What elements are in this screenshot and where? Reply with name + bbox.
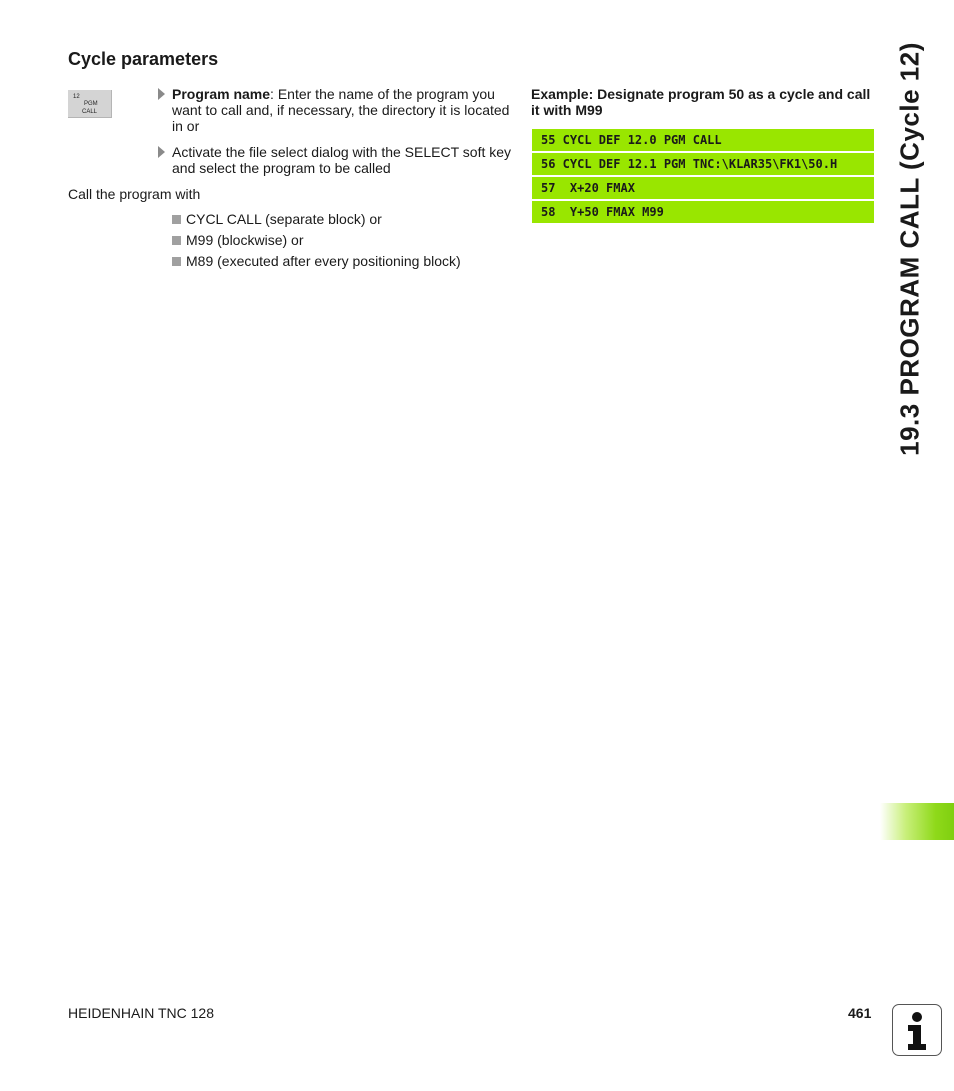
softkey-line-3: CALL bbox=[82, 109, 98, 115]
call-option-text: CYCL CALL (separate block) or bbox=[186, 211, 382, 227]
page-number: 461 bbox=[848, 1005, 872, 1021]
example-title: Example: Designate program 50 as a cycle and call it with M99 bbox=[531, 86, 871, 118]
call-option-text: M89 (executed after every positioning block) bbox=[186, 253, 461, 269]
param-description: : Enter the name of the program you want to call and, if necessary, the directory it is located in or bbox=[172, 86, 510, 134]
call-option bbox=[172, 232, 303, 248]
chapter-thumb-tab bbox=[880, 803, 954, 840]
call-option bbox=[172, 211, 382, 227]
section-heading: Cycle parameters bbox=[68, 49, 219, 69]
square-bullet-icon bbox=[172, 215, 181, 224]
param-program-name bbox=[158, 86, 518, 134]
call-option-text: M99 (blockwise) or bbox=[186, 232, 304, 248]
code-line: 57 X+20 FMAX bbox=[532, 177, 874, 199]
chapter-title: 19.3 PROGRAM CALL (Cycle 12) bbox=[894, 42, 925, 456]
param-description: Activate the file select dialog with the SELECT soft key and select the program to be called bbox=[172, 144, 512, 176]
info-glyph bbox=[893, 1005, 941, 1055]
call-option bbox=[172, 253, 461, 269]
pgm-call-softkey[interactable] bbox=[68, 90, 112, 118]
square-bullet-icon bbox=[172, 236, 181, 245]
code-line: 55 CYCL DEF 12.0 PGM CALL bbox=[532, 129, 874, 151]
code-line: 56 CYCL DEF 12.1 PGM TNC:\KLAR35\FK1\50.H bbox=[532, 153, 874, 175]
param-file-select bbox=[158, 144, 518, 176]
square-bullet-icon bbox=[172, 257, 181, 266]
triangle-right-icon bbox=[158, 88, 165, 100]
softkey-line-1: 12 bbox=[73, 94, 80, 100]
triangle-right-icon bbox=[158, 146, 165, 158]
info-icon bbox=[892, 1004, 942, 1056]
param-label: Program name bbox=[172, 86, 271, 102]
softkey-line-2: PGM bbox=[84, 101, 98, 107]
code-line: 58 Y+50 FMAX M99 bbox=[532, 201, 874, 223]
call-label: Call the program with bbox=[68, 186, 201, 202]
footer-manual-name: HEIDENHAIN TNC 128 bbox=[68, 1005, 215, 1021]
param-text bbox=[172, 86, 518, 134]
